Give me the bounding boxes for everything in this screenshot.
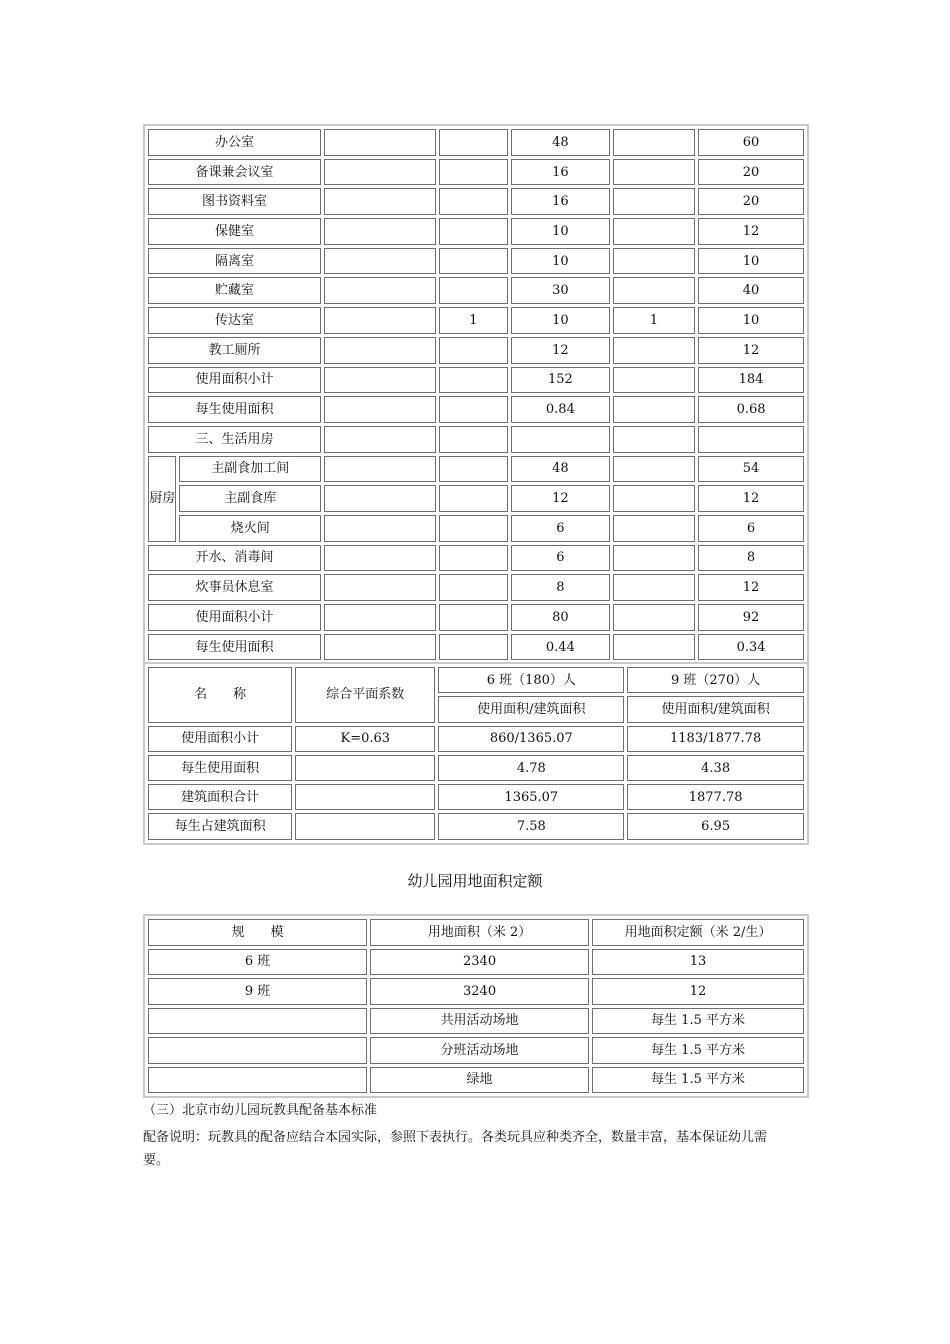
value-cell [613,396,695,423]
table-row [148,949,804,976]
table-row [148,396,804,423]
subheader-9-class: 使用面积/建筑面积 [627,696,804,722]
value-cell [613,248,695,275]
value-cell [698,426,804,453]
value-cell [324,485,436,512]
value-cell [324,456,436,483]
value-cell [324,159,436,186]
value-cell [439,367,508,394]
table-row [148,456,804,483]
room-name: 贮藏室 [148,277,321,304]
room-name: 备课兼会议室 [148,159,321,186]
value-cell [439,337,508,364]
value-cell: 12 [698,218,804,245]
value-cell [439,188,508,215]
value-cell [324,574,436,601]
value-9-class: 1183/1877.78 [627,726,804,752]
value-cell [439,545,508,572]
table-row [148,574,804,601]
value-cell [324,634,436,661]
value-cell [613,159,695,186]
value-cell [613,129,695,156]
value-cell: 6 [511,545,610,572]
scale-cell [148,1067,367,1094]
note-paragraph [143,1126,813,1172]
value-cell [613,337,695,364]
room-name: 教工厕所 [148,337,321,364]
room-name: 每生使用面积 [148,396,321,423]
value-cell: 12 [698,337,804,364]
table-row [148,755,804,781]
land-quota-cell: 12 [592,978,804,1005]
table-row [148,218,804,245]
scale-cell: 6 班 [148,949,367,976]
value-cell [439,634,508,661]
room-name: 三、生活用房 [148,426,321,453]
value-cell: 6 [698,515,804,542]
table-row [148,367,804,394]
value-cell: 10 [511,307,610,334]
table-row [148,784,804,810]
room-name: 图书资料室 [148,188,321,215]
value-cell: 10 [698,248,804,275]
value-cell [439,574,508,601]
value-cell [324,307,436,334]
value-cell: 20 [698,159,804,186]
value-cell [511,426,610,453]
value-cell: 30 [511,277,610,304]
value-cell [613,367,695,394]
coefficient-cell: K=0.63 [295,726,435,752]
room-name: 使用面积小计 [148,367,321,394]
value-cell [613,545,695,572]
room-name: 开水、消毒间 [148,545,321,572]
room-name: 烧火间 [179,515,320,542]
value-cell [324,248,436,275]
value-cell [613,188,695,215]
value-cell [439,396,508,423]
table-row [148,159,804,186]
header-9-class: 9 班（270）人 [627,667,804,693]
value-cell [439,456,508,483]
value-9-class: 6.95 [627,813,804,839]
value-cell [613,277,695,304]
value-cell: 48 [511,456,610,483]
table-row [148,1067,804,1094]
header-scale: 规 模 [148,919,367,946]
item-name: 使用面积小计 [148,726,292,752]
land-area-cell: 绿地 [370,1067,589,1094]
room-name: 每生使用面积 [148,634,321,661]
value-6-class: 4.78 [438,755,624,781]
land-quota-cell: 13 [592,949,804,976]
value-cell [324,367,436,394]
value-cell: 12 [698,574,804,601]
value-cell: 92 [698,604,804,631]
header-land-quota: 用地面积定额（米 2/生） [592,919,804,946]
value-cell [613,485,695,512]
value-cell: 8 [698,545,804,572]
table-row [148,634,804,661]
land-quota-cell: 每生 1.5 平方米 [592,1037,804,1064]
value-cell: 40 [698,277,804,304]
value-cell: 184 [698,367,804,394]
kitchen-group-label: 厨房 [148,456,176,542]
value-cell [613,574,695,601]
land-area-cell: 分班活动场地 [370,1037,589,1064]
value-6-class: 860/1365.07 [438,726,624,752]
coefficient-cell [295,784,435,810]
scale-cell [148,1008,367,1035]
value-cell: 48 [511,129,610,156]
value-6-class: 1365.07 [438,784,624,810]
land-area-cell: 3240 [370,978,589,1005]
value-cell: 8 [511,574,610,601]
value-cell [613,515,695,542]
value-cell [439,129,508,156]
value-cell [324,218,436,245]
value-9-class: 1877.78 [627,784,804,810]
floor-coefficient-table [143,662,809,845]
land-area-cell: 共用活动场地 [370,1008,589,1035]
value-cell [613,604,695,631]
item-name: 每生使用面积 [148,755,292,781]
item-name: 建筑面积合计 [148,784,292,810]
value-cell [439,426,508,453]
table-row [148,307,804,334]
value-cell: 0.34 [698,634,804,661]
table-row [148,485,804,512]
header-6-class: 6 班（180）人 [438,667,624,693]
header-land-area: 用地面积（米 2） [370,919,589,946]
value-6-class: 7.58 [438,813,624,839]
room-name: 主副食加工间 [179,456,320,483]
room-name: 保健室 [148,218,321,245]
land-quota-cell: 每生 1.5 平方米 [592,1067,804,1094]
room-name: 主副食库 [179,485,320,512]
value-cell [439,218,508,245]
table-row [148,545,804,572]
scale-cell [148,1037,367,1064]
value-cell [613,634,695,661]
value-cell: 16 [511,159,610,186]
table-row [148,515,804,542]
value-cell [439,277,508,304]
table-row [148,129,804,156]
value-cell: 54 [698,456,804,483]
header-coefficient: 综合平面系数 [295,667,435,723]
value-cell: 10 [511,218,610,245]
value-9-class: 4.38 [627,755,804,781]
value-cell: 10 [698,307,804,334]
section-heading: （三）北京市幼儿园玩教具配备基本标准 [143,1103,378,1118]
room-name: 使用面积小计 [148,604,321,631]
header-name: 名 称 [148,667,292,723]
value-cell [613,426,695,453]
table-row [148,813,804,839]
coefficient-cell [295,755,435,781]
value-cell: 6 [511,515,610,542]
land-area-table [143,914,809,1098]
subheader-6-class: 使用面积/建筑面积 [438,696,624,722]
value-cell [324,129,436,156]
value-cell: 12 [698,485,804,512]
room-name: 隔离室 [148,248,321,275]
note-line-2: 要。 [143,1153,170,1168]
value-cell [439,485,508,512]
table-row [148,426,804,453]
value-cell: 12 [511,337,610,364]
value-cell: 10 [511,248,610,275]
value-cell: 20 [698,188,804,215]
value-cell: 60 [698,129,804,156]
land-area-cell: 2340 [370,949,589,976]
value-cell: 12 [511,485,610,512]
value-cell: 0.44 [511,634,610,661]
table-row [148,604,804,631]
table-row [148,1037,804,1064]
value-cell: 1 [439,307,508,334]
value-cell [324,277,436,304]
note-line-1: 配备说明：玩教具的配备应结合本园实际，参照下表执行。各类玩具应种类齐全，数量丰富，基本保证幼儿需 [143,1130,768,1145]
value-cell [439,159,508,186]
value-cell [613,456,695,483]
table-row [148,726,804,752]
table-row [148,1008,804,1035]
room-name: 传达室 [148,307,321,334]
value-cell [439,248,508,275]
land-area-title: 幼儿园用地面积定额 [407,872,543,890]
table-row [148,188,804,215]
value-cell [324,545,436,572]
table-row [148,337,804,364]
value-cell [324,337,436,364]
value-cell: 80 [511,604,610,631]
item-name: 每生占建筑面积 [148,813,292,839]
table-row [148,277,804,304]
value-cell [439,515,508,542]
value-cell [324,188,436,215]
value-cell [613,218,695,245]
room-name: 办公室 [148,129,321,156]
table-row [148,248,804,275]
value-cell: 16 [511,188,610,215]
value-cell [324,396,436,423]
land-quota-cell: 每生 1.5 平方米 [592,1008,804,1035]
value-cell: 152 [511,367,610,394]
coefficient-cell [295,813,435,839]
value-cell [324,426,436,453]
value-cell [439,604,508,631]
value-cell: 0.68 [698,396,804,423]
room-name: 炊事员休息室 [148,574,321,601]
room-area-table [143,124,809,665]
value-cell: 0.84 [511,396,610,423]
scale-cell: 9 班 [148,978,367,1005]
table-row [148,978,804,1005]
value-cell: 1 [613,307,695,334]
value-cell [324,515,436,542]
value-cell [324,604,436,631]
